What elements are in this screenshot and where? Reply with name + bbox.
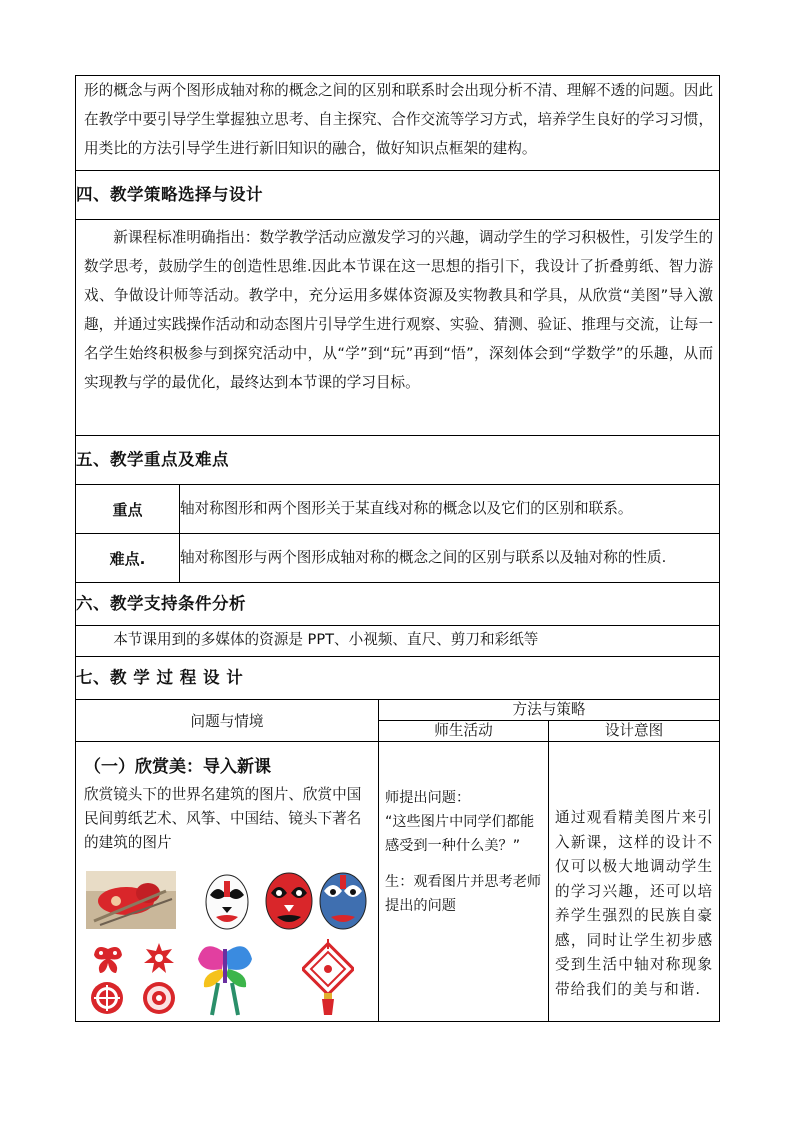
activity-student-text: 生：观看图片并思考老师提出的问题 bbox=[385, 874, 542, 914]
section4-heading: 四、教学策略选择与设计 bbox=[76, 171, 720, 220]
intro-row bbox=[76, 76, 720, 171]
lesson-plan-table bbox=[75, 75, 720, 1022]
papercut-butterfly-image bbox=[92, 943, 124, 975]
opera-mask-blue-image bbox=[318, 871, 368, 931]
col-header-intent: 设计意图 bbox=[549, 721, 720, 742]
difficult-point-text: 轴对称图形与两个图形成轴对称的概念之间的区别与联系以及轴对称的性质. bbox=[180, 534, 720, 583]
section6-body: 本节课用到的多媒体的资源是 PPT、小视频、直尺、剪刀和彩纸等 bbox=[113, 631, 539, 648]
col-header-activity: 师生活动 bbox=[379, 721, 549, 742]
papercut-flower-image bbox=[142, 981, 176, 1015]
building-photo-image bbox=[86, 871, 176, 929]
stage1-activity-cell bbox=[379, 742, 549, 1022]
design-intent-text: 通过观看精美图片来引入新课，这样的设计不仅可以极大地调动学生的学习兴趣，还可以培养学生强烈的民族自豪感，同时让学生初步感受到生活中轴对称现象带给我们的美与和谐. bbox=[555, 809, 714, 998]
section4-body: 新课程标准明确指出：数学教学活动应激发学习的兴趣，调动学生的学习积极性，引发学生的数学思考，鼓励学生的创造性思维.因此本节课在这一思想的指引下，我设计了折叠剪纸、智力游戏、争做设计师等活动。教学中，充分运用多媒体资源及实物教具和学具，从欣赏“美图”导入激趣，并通过实践操作活动和动态图片引导学生进行观察、实验、猜测、验证、推理与交流，让每一名学生始终积极参与到探究活动中，从“学”到“玩”再到“悟”，深刻体会到“学数学”的乐趣，从而实现教与学的最优化，最终达到本节课的学习目标。 bbox=[84, 229, 714, 391]
stage1-images bbox=[76, 871, 378, 1021]
papercut-round-image bbox=[90, 981, 124, 1015]
section5-heading: 五、教学重点及难点 bbox=[76, 436, 720, 485]
stage1-title: （一）欣赏美：导入新课 bbox=[84, 757, 271, 777]
stage1-problem-cell bbox=[76, 742, 379, 1022]
opera-mask-white-image bbox=[204, 873, 250, 931]
col-header-method: 方法与策略 bbox=[379, 700, 720, 721]
stage1-intent-cell bbox=[549, 742, 720, 1022]
activity-question-text: “这些图片中同学们都能感受到一种什么美？” bbox=[385, 814, 535, 854]
section6-heading: 六、教学支持条件分析 bbox=[76, 583, 720, 626]
key-point-text: 轴对称图形和两个图形关于某直线对称的概念以及它们的区别和联系。 bbox=[180, 485, 720, 534]
difficult-point-label: 难点. bbox=[76, 534, 180, 583]
stage1-description: 欣赏镜头下的世界名建筑的图片、欣赏中国民间剪纸艺术、风筝、中国结、镜头下著名的建筑的图片 bbox=[84, 786, 362, 851]
key-point-label: 重点 bbox=[76, 485, 180, 534]
activity-teacher-text: 师提出问题： bbox=[385, 790, 471, 806]
opera-mask-red-image bbox=[264, 871, 314, 931]
col-header-problem: 问题与情境 bbox=[76, 700, 379, 742]
intro-paragraph: 形的概念与两个图形成轴对称的概念之间的区别和联系时会出现分析不清、理解不透的问题。因此在教学中要引导学生掌握独立思考、自主探究、合作交流等学习方式，培养学生良好的学习习惯，用类比的方法引导学生进行新旧知识的融合，做好知识点框架的建构。 bbox=[84, 82, 714, 157]
section7-heading: 七、教 学 过 程 设 计 bbox=[76, 657, 720, 700]
papercut-fish-image bbox=[142, 941, 176, 975]
chinese-knot-image bbox=[302, 939, 354, 1017]
document-page bbox=[75, 75, 719, 1022]
butterfly-kite-image bbox=[194, 939, 256, 1017]
